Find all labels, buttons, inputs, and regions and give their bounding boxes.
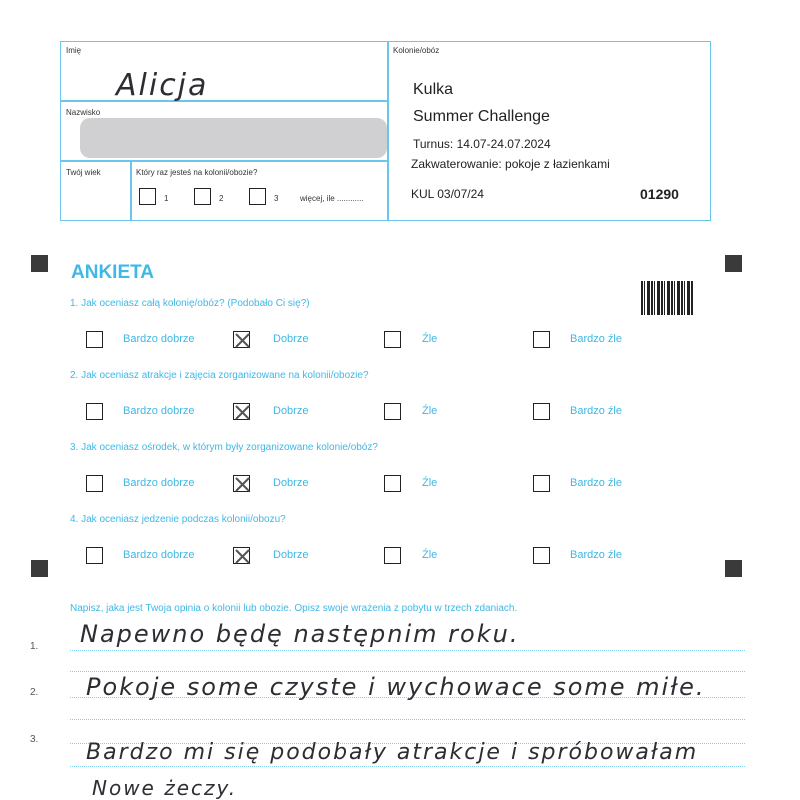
visit-count-3-label: 3 (274, 194, 279, 203)
answer-line (70, 719, 745, 720)
question-2-option-label: Bardzo dobrze (123, 405, 195, 417)
answer-2: Pokoje some czyste i wychowace some miłe. (86, 673, 706, 701)
question-1-option-checkbox[interactable] (86, 331, 103, 348)
question-1-option-checkbox[interactable] (384, 331, 401, 348)
answer-line (70, 766, 745, 767)
question-3-text: 3. Jak oceniasz ośrodek, w którym były zorganizowane kolonie/obóz? (70, 442, 378, 453)
question-1-option-label: Bardzo dobrze (123, 333, 195, 345)
line-number-2: 2. (30, 687, 39, 698)
header-divider (387, 41, 389, 221)
answer-1: Napewno będę następnim roku. (80, 620, 520, 648)
turnus: Turnus: 14.07-24.07.2024 (413, 137, 551, 151)
question-3-option-checkbox[interactable] (233, 475, 250, 492)
question-2-option-checkbox[interactable] (533, 403, 550, 420)
answer-line (70, 671, 745, 672)
visit-count-2-label: 2 (219, 194, 224, 203)
question-3-option-label: Bardzo źle (570, 477, 622, 489)
question-2-option-checkbox[interactable] (384, 403, 401, 420)
visit-count-more-label: więcej, ile ............ (300, 194, 364, 203)
visit-count-1-checkbox[interactable] (139, 188, 156, 205)
question-3-option-checkbox[interactable] (533, 475, 550, 492)
registration-marker-tr (725, 255, 742, 272)
question-4-option-label: Źle (422, 549, 438, 561)
question-4-text: 4. Jak oceniasz jedzenie podczas kolonii/obozu? (70, 514, 286, 525)
question-4-option-checkbox[interactable] (233, 547, 250, 564)
imie-label: Imię (66, 46, 82, 55)
registration-marker-br (725, 560, 742, 577)
question-3-option-checkbox[interactable] (86, 475, 103, 492)
survey-title: ANKIETA (71, 262, 155, 283)
question-4-option-checkbox[interactable] (533, 547, 550, 564)
question-1-text: 1. Jak oceniasz całą kolonię/obóz? (Podobało Ci się?) (70, 298, 310, 309)
question-1-option-label: Źle (422, 333, 438, 345)
question-2-text: 2. Jak oceniasz atrakcje i zajęcia zorganizowane na kolonii/obozie? (70, 370, 369, 381)
question-4-option-label: Dobrze (273, 549, 309, 561)
question-3-option-label: Bardzo dobrze (123, 477, 195, 489)
barcode (641, 281, 693, 315)
question-2-option-checkbox[interactable] (86, 403, 103, 420)
question-2-option-label: Bardzo źle (570, 405, 622, 417)
imie-value: Alicja (116, 68, 209, 103)
header-row-line-2 (60, 160, 387, 162)
camp-code: KUL 03/07/24 (411, 187, 484, 201)
answer-3-cont: Nowe żeczy. (92, 776, 238, 800)
wiek-label: Twój wiek (66, 168, 101, 177)
question-1-option-label: Dobrze (273, 333, 309, 345)
age-divider (130, 160, 132, 221)
question-4-option-checkbox[interactable] (86, 547, 103, 564)
answer-3: Bardzo mi się podobały atrakcje i spróbowałam (86, 740, 699, 765)
camp-name: Kulka (413, 81, 454, 98)
question-1-option-label: Bardzo źle (570, 333, 622, 345)
question-2-option-checkbox[interactable] (233, 403, 250, 420)
question-1-option-checkbox[interactable] (233, 331, 250, 348)
line-number-3: 3. (30, 734, 39, 745)
registration-marker-tl (31, 255, 48, 272)
question-2-option-label: Źle (422, 405, 438, 417)
question-2-option-label: Dobrze (273, 405, 309, 417)
registration-marker-bl (31, 560, 48, 577)
question-3-option-checkbox[interactable] (384, 475, 401, 492)
form-number: 01290 (640, 186, 679, 202)
zakwaterowanie: Zakwaterowanie: pokoje z łazienkami (411, 157, 610, 171)
redacted-surname (80, 118, 387, 158)
answer-line (70, 650, 745, 651)
kolonie-label: Kolonie/obóz (393, 46, 440, 55)
opinion-prompt: Napisz, jaka jest Twoja opinia o kolonii lub obozie. Opisz swoje wrażenia z pobytu w trzech zdaniach. (70, 603, 518, 614)
line-number-1: 1. (30, 641, 39, 652)
question-4-option-label: Bardzo dobrze (123, 549, 195, 561)
question-3-option-label: Dobrze (273, 477, 309, 489)
question-1-option-checkbox[interactable] (533, 331, 550, 348)
question-4-option-checkbox[interactable] (384, 547, 401, 564)
question-3-option-label: Źle (422, 477, 438, 489)
camp-subtitle: Summer Challenge (413, 108, 550, 125)
visit-count-3-checkbox[interactable] (249, 188, 266, 205)
visit-count-1-label: 1 (164, 194, 169, 203)
visit-count-2-checkbox[interactable] (194, 188, 211, 205)
header-row-line-1 (60, 100, 387, 102)
ktory-raz-label: Który raz jesteś na kolonii/obozie? (136, 168, 258, 177)
question-4-option-label: Bardzo źle (570, 549, 622, 561)
nazwisko-label: Nazwisko (66, 108, 101, 117)
